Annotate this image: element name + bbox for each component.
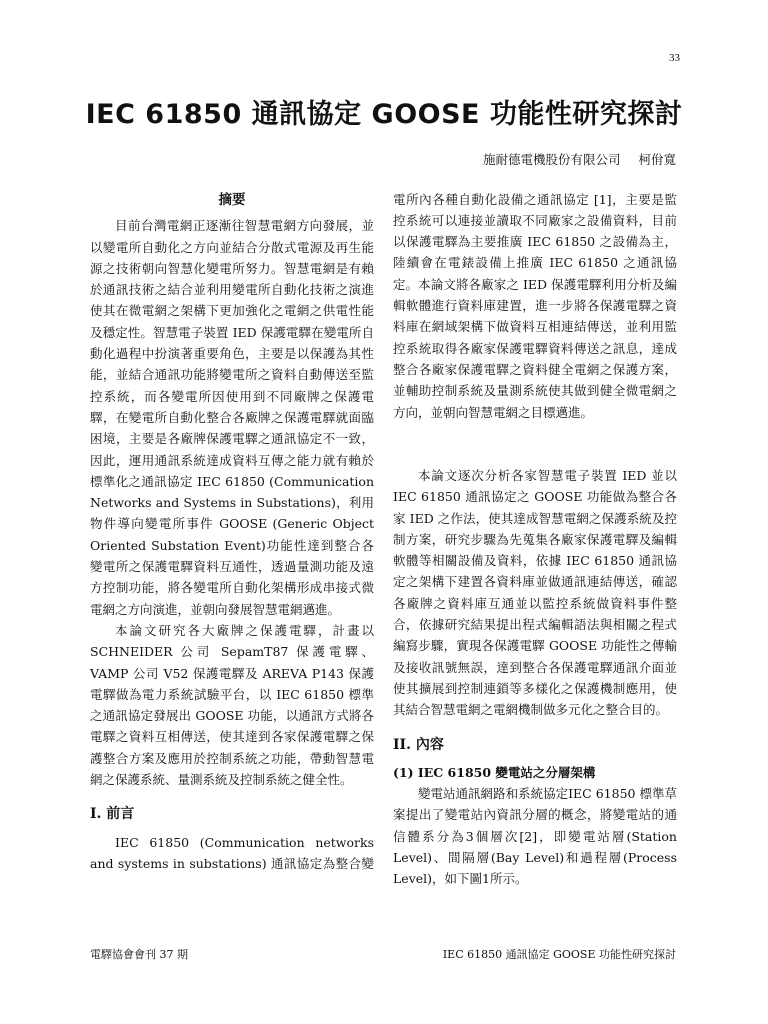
author-line [483,150,676,168]
intro-paragraph-2: 本論文逐次分析各家智慧電子裝置 IED 並以 IEC 61850 通訊協定之 GOOSE 功能做為整合各家 IED 之作法，使其達成智慧電網之保護系統及控制方案，研究步驟為先蒐集各廠家保護電驛及編輯軟體等相關設備及資料，依據 IEC 61850 通訊協定之架構下建置各資料庫並做通訊連結傳送，確認各廠牌之資料庫互通並以監控系統做資料事件整合，依據研究結果提出程式編輯語法與相關之程式編寫步驟，實現各保護電驛 GOOSE 功能性之傳輸及接收訊號無誤，達到整合各保護電驛通訊介面並使其擴展到控制連鎖等多樣化之保護機制應用，使其結合智慧電網之電網機制做多元化之整合目的。 [393,468,677,718]
author-name: 柯佾寬 [638,152,676,167]
section-heading-introduction: I. 前言 [90,806,135,823]
intro-paragraph-1-text: 電所內各種自動化設備之通訊協定 [1]，主要是監控系統可以連接並讀取不同廠家之設備資料，目前以保護電驛為主要推廣 IEC 61850 之設備為主，陸續會在電錶設備上推廣 IEC 61850 之通訊協定。本論文將各廠家之 IED 保護電驛利用分析及編輯軟體進行資料庫建置，進一步將各保護電驛之資料庫在網域架構下做資料互相連結傳送，並利用監控系統取得各廠家保護電驛資料傳送之訊息，達成整合各廠家保護電驛之資料健全電網之保護方案，並輔助控制系統及量測系統使其做到健全微電網之方向，並朝向智慧電網之目標邁進。 [393,191,677,420]
left-column [90,188,374,874]
section-heading-content: II. 內容 [393,736,444,753]
paper-title: IEC 61850 通訊協定 GOOSE 功能性研究探討 [85,99,683,130]
intro-paragraph-1: IEC 61850 (Communication networks and systems in substations) 通訊協定為整合變 [90,834,374,871]
abstract-paragraph-2: 本論文研究各大廠牌之保護電驛，計畫以 SCHNEIDER 公司 SepamT87 保護電驛、VAMP 公司 V52 保護電驛及 AREVA P143 保護電驛做為電力系統試驗平台，以 IEC 61850 標準之通訊協定發展出 GOOSE 功能，以通訊方式將各電驛之資料互相傳送，使其達到各家保護電驛之保護整合方案及應用於控制系統之功能，帶動智慧電網之保護系統、量測系統及控制系統之健全性。 [90,622,374,788]
page-number: 33 [669,52,680,64]
abstract-paragraph-1: 目前台灣電網正逐漸往智慧電網方向發展，並以變電所自動化之方向並結合分散式電源及再生能源之技術朝向智慧化變電所努力。智慧電網是有賴於通訊技術之結合並利用變電所自動化技術之演進使其在微電網之架構下更加強化之電網之供電性能及穩定性。智慧電子裝置 IED 保護電驛在變電所自動化過程中扮演著重要角色，主要是以保護為其性能，並結合通訊功能將變電所之資料自動傳送至監控系統，而各變電所因使用到不同廠牌之保護電驛，在變電所自動化整合各廠牌之保護電驛就面臨困境，主要是各廠牌保護電驛之通訊協定不一致，因此，運用通訊系統達成資料互傳之能力就有賴於標準化之通訊協定 IEC 61850 (Communication Networks and Systems in Substations)，利用物件導向變電所事件 GOOSE (Generic Object Oriented Substation Event)功能性達到整合各變電所之保護電驛資料互通性，透過量測功能及遠方控制功能，將各變電所自動化架構形成串接式微電網之方向演進，並朝向發展智慧電網邁進。 [90,218,374,617]
footer-running-title: IEC 61850 通訊協定 GOOSE 功能性研究探討 [442,948,676,961]
author-affiliation: 施耐德電機股份有限公司 [482,152,621,167]
right-column [393,188,677,890]
subsection-heading-layers: (1) IEC 61850 變電站之分層架構 [393,764,596,780]
footer-journal: 電驛協會會刊 37 期 [90,948,188,961]
intro-paragraph-1-continued [393,188,677,465]
abstract-heading: 摘要 [218,192,246,208]
content-paragraph-1: 變電站通訊網路和系統協定IEC 61850 標準草案提出了變電站內資訊分層的概念，將變電站的通信體系分為3個層次[2]，即變電站層(Station Level)、間隔層(Bay Level)和過程層(Process Level)，如下圖1所示。 [393,786,677,887]
